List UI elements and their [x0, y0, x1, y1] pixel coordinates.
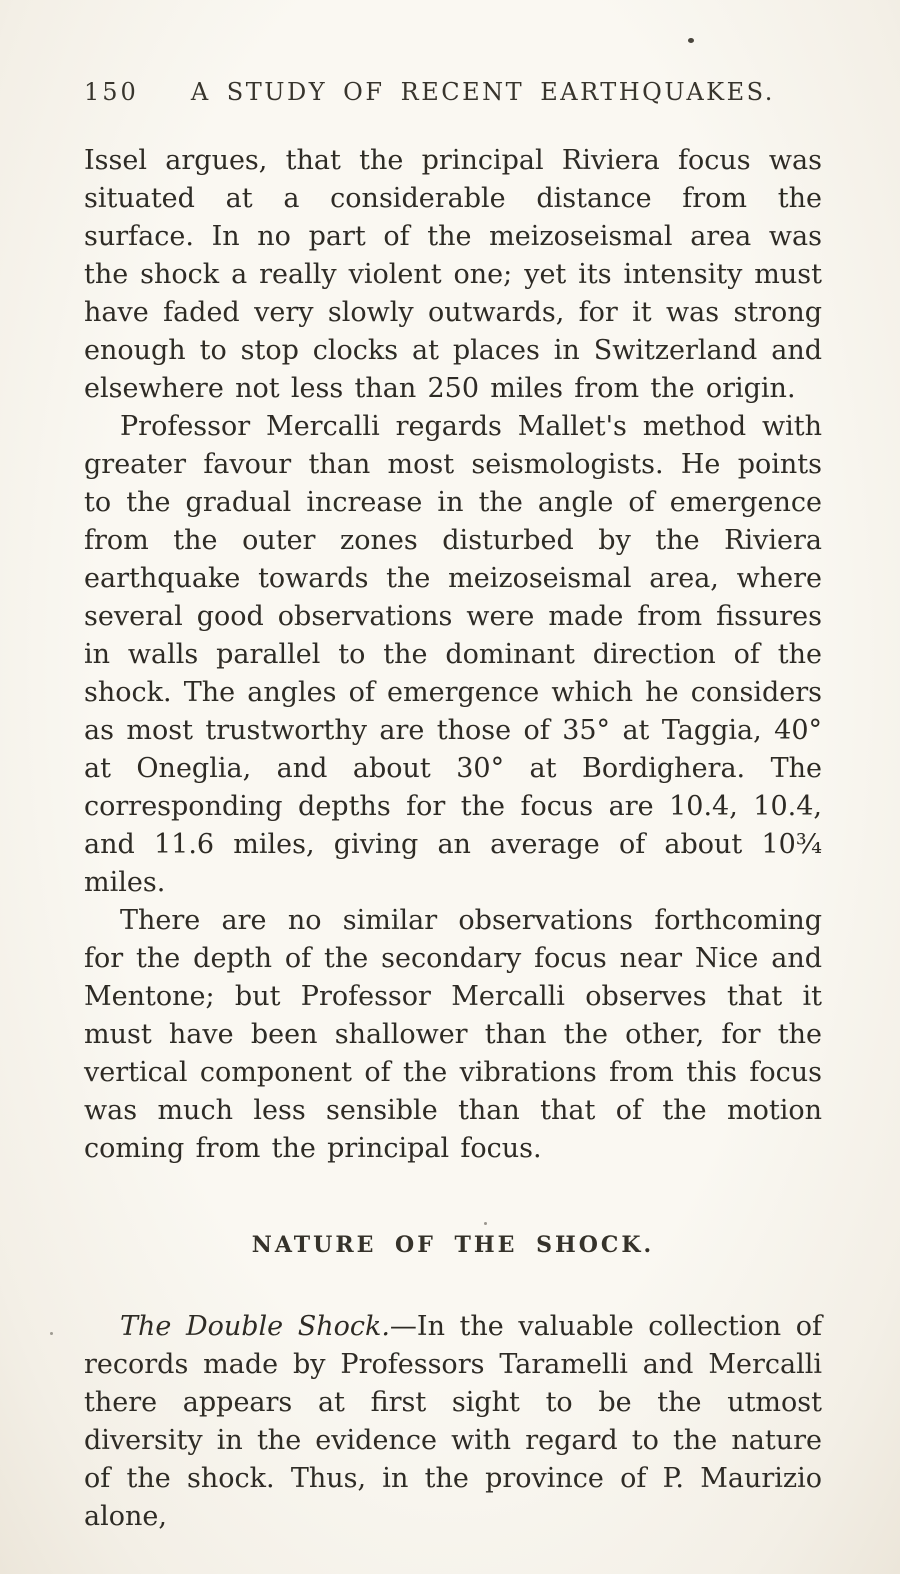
page-body — [84, 142, 822, 1536]
ink-speck — [484, 1222, 487, 1225]
paragraph-issel-argues: Issel argues, that the principal Riviera focus was situated at a considerable distance from the surface. In no part of the meizoseismal area was the shock a really violent one; yet its intensity must have faded very slowly outwards, for it was strong enough to stop clocks at places in Switzerland and elsewhere not less than 250 miles from the origin. — [84, 145, 822, 404]
paragraph-lead-italic: The Double Shock. — [120, 1311, 390, 1342]
paragraph-mercalli-method: Professor Mercalli regards Mallet's method with greater favour than most seismologists. He points to the gradual increase in the angle of emergence from the outer zones disturbed by the Riviera earthquake towards the meizoseismal area, where several good observations were made from fissures in walls parallel to the dominant direction of the shock. The angles of emergence which he considers as most trustworthy are those of 35° at Taggia, 40° at Oneglia, and about 30° at Bordighera. The corresponding depths for the focus are 10.4, 10.4, and 11.6 miles, giving an average of about 10¾ miles. — [84, 411, 822, 898]
running-title: A STUDY OF RECENT EARTHQUAKES. — [190, 78, 775, 106]
ink-speck — [50, 1332, 53, 1335]
running-head — [84, 78, 822, 106]
paragraph-double-shock — [84, 1308, 822, 1536]
paragraph-double-shock-text: —In the valuable collection of records made by Professors Taramelli and Mercalli there appears at first sight to be the utmost diversity in the evidence with regard to the nature of the shock. Thus, in the province of P. Maurizio alone, — [84, 1311, 822, 1532]
section-heading: NATURE OF THE SHOCK. — [251, 1232, 655, 1258]
page-number: 150 — [84, 78, 139, 106]
ink-speck — [688, 38, 694, 43]
paragraph-secondary-focus: There are no similar observations forthcoming for the depth of the secondary focus near Nice and Mentone; but Professor Mercalli observes that it must have been shallower than the other, for the vertical component of the vibrations from this focus was much less sensible than that of the motion coming from the principal focus. — [84, 905, 822, 1164]
